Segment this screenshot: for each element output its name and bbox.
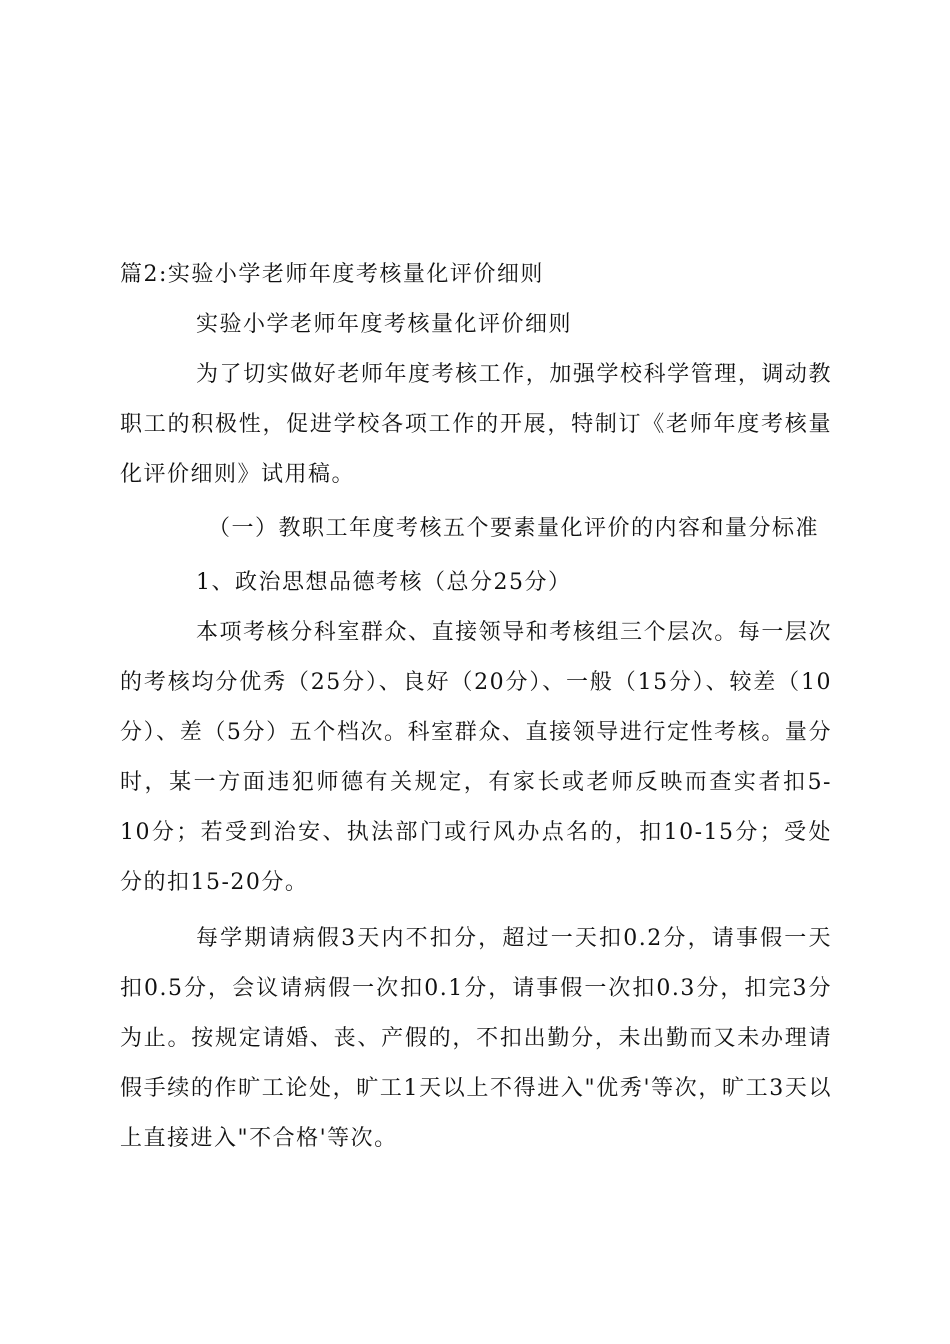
attendance-paragraph: 每学期请病假3天内不扣分，超过一天扣0.2分，请事假一天扣0.5分，会议请病假一次扣0.1分，请事假一次扣0.3分，扣完3分为止。按规定请婚、丧、产假的，不扣出勤分，未出勤而又未办理请假手续的作旷工论处，旷工1天以上不得进入"优秀'等次，旷工3天以上直接进入"不合格'等次。 (120, 926, 832, 1151)
evaluation-paragraph: 本项考核分科室群众、直接领导和考核组三个层次。每一层次的考核均分优秀（25分）、良好（20分）、一般（15分）、较差（10分）、差（5分）五个档次。科室群众、直接领导进行定性考核。量分时，某一方面违犯师德有关规定，有家长或老师反映而查实者扣5-10分；若受到治安、执法部门或行风办点名的，扣10-15分；受处分的扣15-20分。 (120, 620, 832, 895)
document-title: 实验小学老师年度考核量化评价细则 (196, 312, 573, 337)
chapter-heading: 篇2:实验小学老师年度考核量化评价细则 (120, 262, 544, 287)
section-heading: （一）教职工年度考核五个要素量化评价的内容和量分标准 (208, 516, 820, 541)
item-heading: 1、政治思想品德考核（总分25分） (196, 570, 572, 595)
document-body (120, 250, 832, 1164)
intro-paragraph: 为了切实做好老师年度考核工作，加强学校科学管理，调动教职工的积极性，促进学校各项工作的开展，特制订《老师年度考核量化评价细则》试用稿。 (120, 362, 832, 487)
